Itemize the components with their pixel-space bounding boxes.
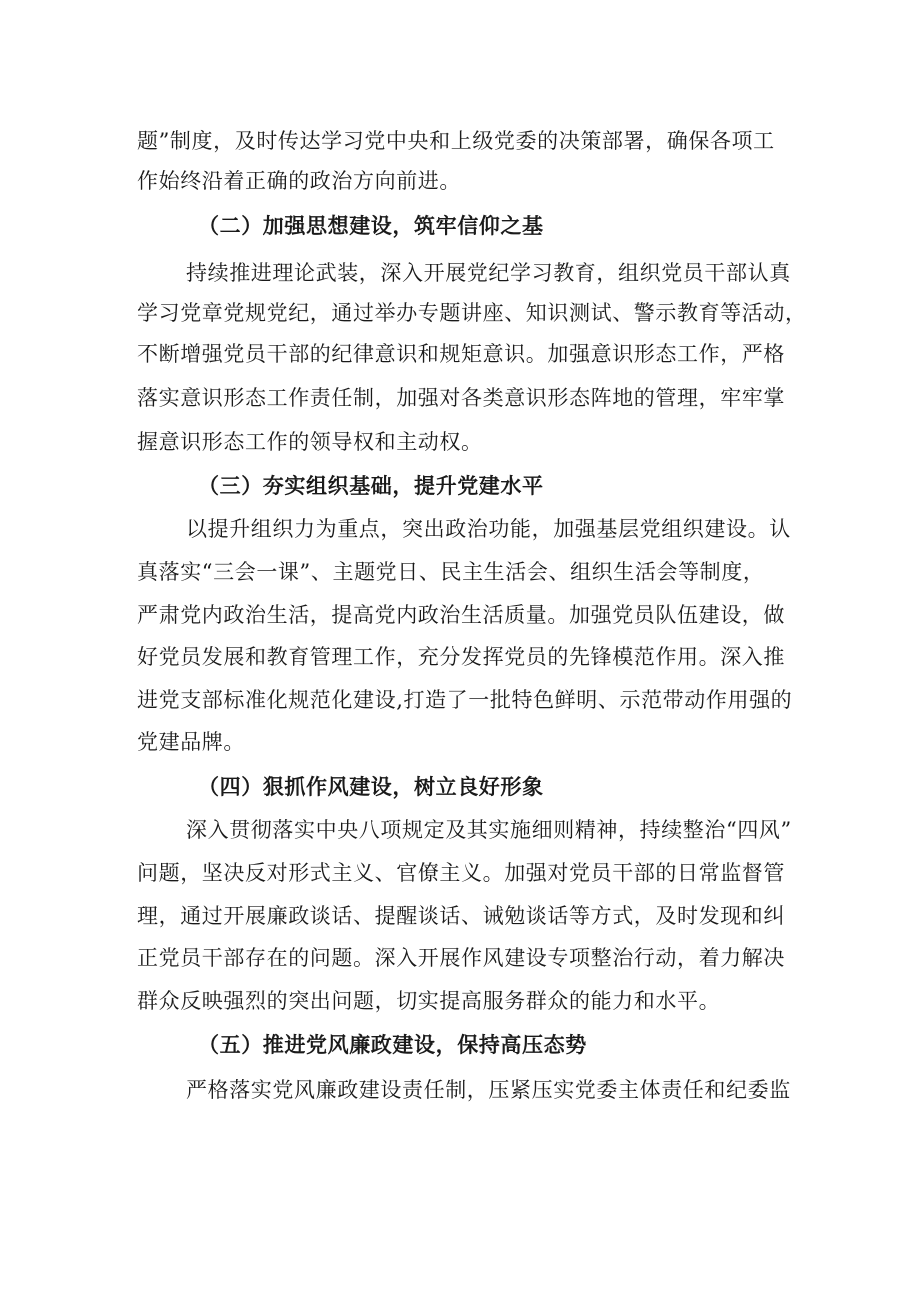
section-heading: （五）推进党风廉政建设，保持高压态势	[198, 1033, 587, 1057]
paragraph-line: 好党员发展和教育管理工作，充分发挥党员的先锋模范作用。深入推	[137, 645, 785, 669]
paragraph-line: 群众反映强烈的突出问题，切实提高服务群众的能力和水平。	[137, 989, 721, 1013]
paragraph-line: 进党支部标准化规范化建设,打造了一批特色鲜明、示范带动作用强的	[137, 688, 793, 712]
paragraph-line: 党建品牌。	[137, 730, 245, 754]
paragraph-line: 学习党章党规党纪，通过举办专题讲座、知识测试、警示教育等活动，	[137, 301, 807, 325]
section-heading: （二）加强思想建设，筑牢信仰之基	[198, 214, 544, 238]
paragraph-line: 不断增强党员干部的纪律意识和规矩意识。加强意识形态工作，严格	[137, 342, 785, 366]
paragraph-line: 落实意识形态工作责任制，加强对各类意识形态阵地的管理，牢牢掌	[137, 386, 785, 410]
paragraph-line: 严肃党内政治生活，提高党内政治生活质量。加强党员队伍建设，做	[137, 603, 785, 627]
paragraph-line: 真落实“三会一课”、主题党日、民主生活会、组织生活会等制度，	[137, 560, 765, 584]
paragraph-line: 问题，坚决反对形式主义、官僚主义。加强对党员干部的日常监督管	[137, 861, 785, 885]
section-heading: （三）夯实组织基础，提升党建水平	[198, 474, 544, 498]
paragraph-line: 作始终沿着正确的政治方向前进。	[137, 169, 461, 193]
paragraph-line: 严格落实党风廉政建设责任制，压紧压实党委主体责任和纪委监	[186, 1078, 791, 1102]
paragraph-line: 以提升组织力为重点，突出政治功能，加强基层党组织建设。认	[186, 517, 791, 541]
section-heading: （四）狠抓作风建设，树立良好形象	[198, 775, 544, 799]
paragraph-line: 深入贯彻落实中央八项规定及其实施细则精神，持续整治“四风”	[186, 818, 792, 842]
paragraph-line: 理，通过开展廉政谈话、提醒谈话、诫勉谈话等方式，及时发现和纠	[137, 904, 785, 928]
paragraph-line: 题”制度，及时传达学习党中央和上级党委的决策部署，确保各项工	[137, 129, 775, 153]
paragraph-line: 握意识形态工作的领导权和主动权。	[137, 430, 483, 454]
paragraph-line: 持续推进理论武装，深入开展党纪学习教育，组织党员干部认真	[186, 261, 791, 285]
paragraph-line: 正党员干部存在的问题。深入开展作风建设专项整治行动，着力解决	[137, 946, 785, 970]
